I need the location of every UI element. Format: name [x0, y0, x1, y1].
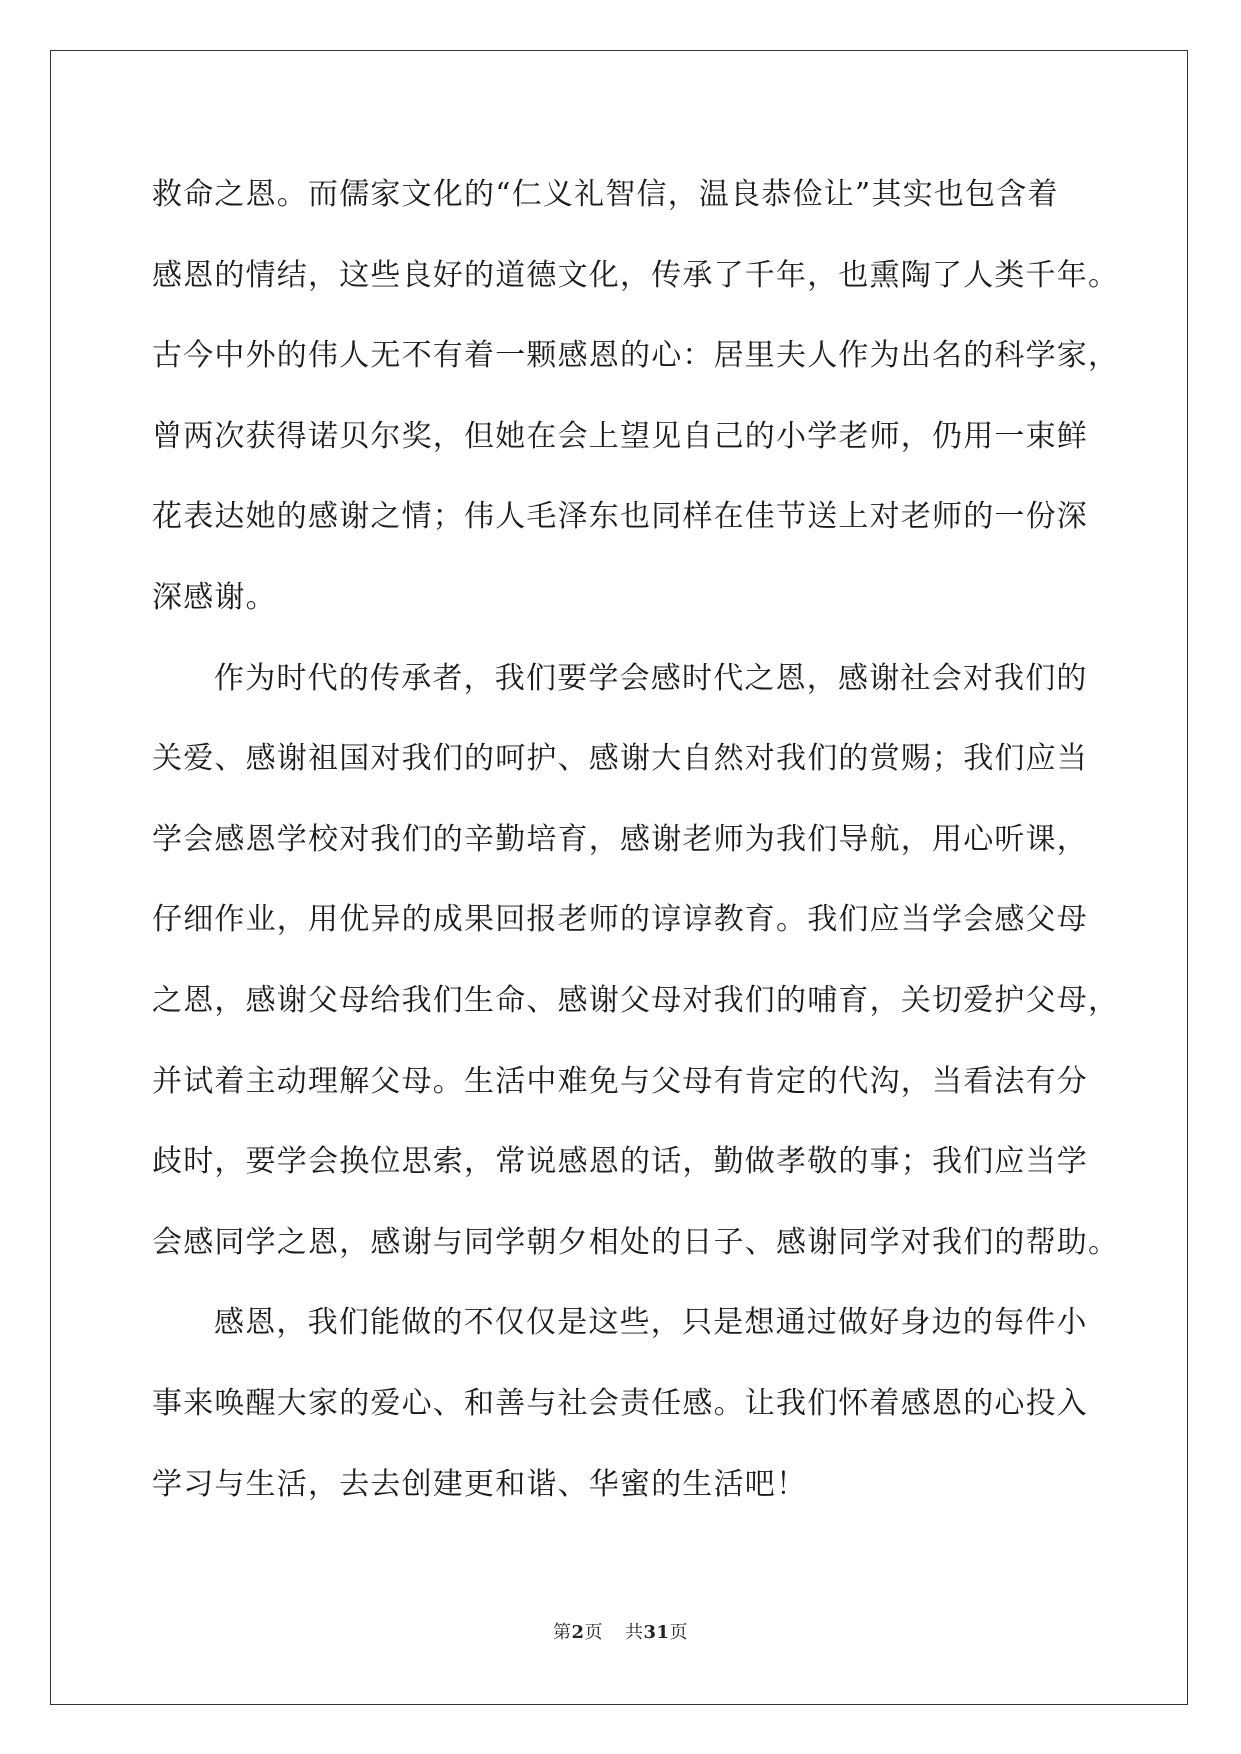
text-line: 事来唤醒大家的爱心、和善与社会责任感。让我们怀着感恩的心投入 [152, 1385, 1088, 1421]
text-line: 感恩的情结，这些良好的道德文化，传承了千年，也熏陶了人类千年。 [152, 257, 1120, 293]
text-line: 深感谢。 [152, 579, 277, 615]
text-line: 之恩，感谢父母给我们生命、感谢父母对我们的哺育，关切爱护父母， [152, 982, 1120, 1018]
total-pages: 31 [643, 1622, 670, 1643]
page-prefix: 第 [552, 1622, 572, 1643]
total-prefix: 共 [624, 1622, 644, 1643]
text-line: 并试着主动理解父母。生活中难免与父母有肯定的代沟，当看法有分 [152, 1063, 1088, 1099]
text-line: 古今中外的伟人无不有着一颗感恩的心：居里夫人作为出名的科学家， [152, 338, 1120, 374]
text-line: 曾两次获得诺贝尔奖，但她在会上望见自己的小学老师，仍用一束鲜 [152, 418, 1088, 454]
text-line: 花表达她的感谢之情；伟人毛泽东也同样在佳节送上对老师的一份深 [152, 499, 1088, 535]
text-line: 歧时，要学会换位思索，常说感恩的话，勤做孝敬的事；我们应当学 [152, 1144, 1088, 1180]
page-suffix: 页 [584, 1622, 603, 1643]
text-line: 救命之恩。而儒家文化的“仁义礼智信，温良恭俭让”其实也包含着 [152, 177, 1059, 212]
total-suffix: 页 [669, 1622, 689, 1643]
page-number: 2 [571, 1622, 585, 1643]
text-line: 学习与生活，去去创建更和谐、华蜜的生活吧！ [152, 1466, 808, 1502]
paragraph-start-line: 作为时代的传承者，我们要学会感时代之恩，感谢社会对我们的 [214, 660, 1088, 696]
text-line: 会感同学之恩，感谢与同学朝夕相处的日子、感谢同学对我们的帮助。 [152, 1224, 1120, 1260]
document-body [152, 155, 1120, 1525]
text-line: 学会感恩学校对我们的辛勤培育，感谢老师为我们导航，用心听课， [152, 821, 1088, 857]
text-line: 仔细作业，用优异的成果回报老师的谆谆教育。我们应当学会感父母 [152, 902, 1088, 938]
paragraph-start-line: 感恩，我们能做的不仅仅是这些，只是想通过做好身边的每件小 [214, 1305, 1088, 1341]
page-footer [0, 1618, 1241, 1644]
text-line: 关爱、感谢祖国对我们的呵护、感谢大自然对我们的赏赐；我们应当 [152, 741, 1088, 777]
